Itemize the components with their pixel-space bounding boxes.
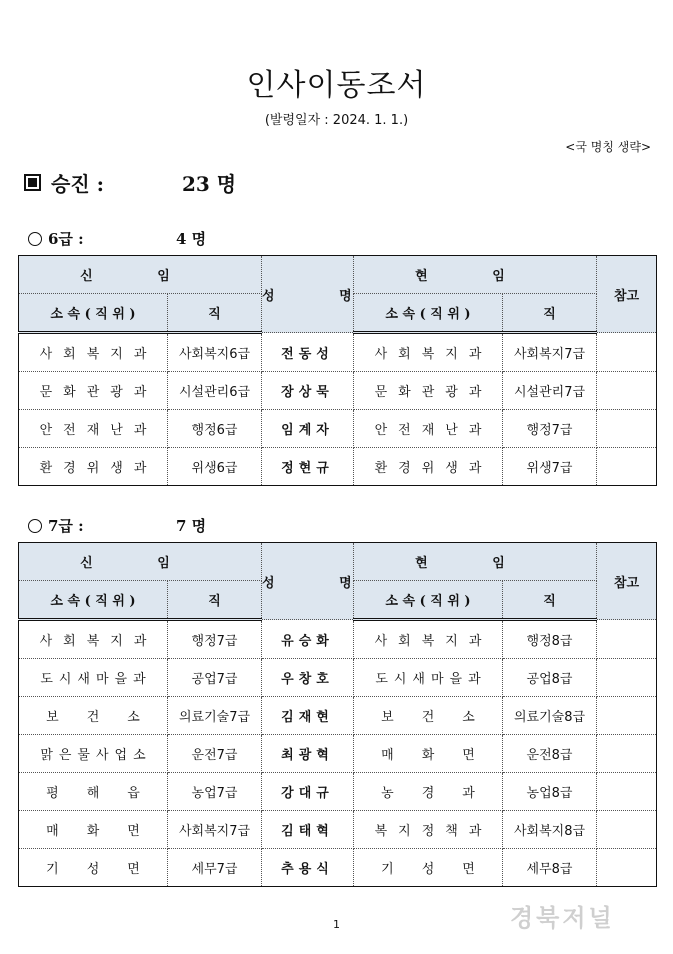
header-name: 성 명: [262, 543, 354, 620]
header-current-rank: 직: [503, 581, 597, 620]
new-dept-cell: 안전재난과: [19, 410, 168, 448]
grade-label: 6급 :: [48, 230, 84, 248]
remark-cell: [597, 735, 657, 773]
name-cell: 최광혁: [262, 735, 354, 773]
current-rank-cell: 운전8급: [503, 735, 597, 773]
circle-bullet-icon: [28, 519, 42, 533]
remark-cell: [597, 410, 657, 448]
new-rank-cell: 공업7급: [168, 659, 262, 697]
remark-cell: [597, 659, 657, 697]
new-dept-cell: 기성면: [19, 849, 168, 887]
name-cell: 김재현: [262, 697, 354, 735]
table-row: [19, 697, 657, 735]
current-dept-cell: 안전재난과: [354, 410, 503, 448]
header-new-position: 신 임: [19, 256, 262, 294]
table-row: [19, 659, 657, 697]
promotion-label: 승진 :: [51, 172, 104, 196]
new-dept-cell: 환경위생과: [19, 448, 168, 486]
header-remark: 참고: [597, 543, 657, 620]
omission-note: <국 명칭 생략>: [565, 140, 651, 154]
current-dept-cell: 환경위생과: [354, 448, 503, 486]
promotion-count: 23 명: [182, 172, 237, 196]
issue-date: (발령일자 : 2024. 1. 1.): [264, 113, 409, 128]
new-rank-cell: 행정7급: [168, 620, 262, 659]
table-row: [19, 811, 657, 849]
table-row: [19, 410, 657, 448]
header-current-position: 현 임: [354, 256, 597, 294]
header-remark: 참고: [597, 256, 657, 333]
current-rank-cell: 행정8급: [503, 620, 597, 659]
current-dept-cell: 복지정책과: [354, 811, 503, 849]
new-rank-cell: 위생6급: [168, 448, 262, 486]
document-title: 인사이동조서: [246, 68, 427, 103]
current-rank-cell: 세무8급: [503, 849, 597, 887]
name-cell: 우창호: [262, 659, 354, 697]
new-dept-cell: 맑은물사업소: [19, 735, 168, 773]
new-dept-cell: 평해읍: [19, 773, 168, 811]
remark-cell: [597, 697, 657, 735]
remark-cell: [597, 620, 657, 659]
name-cell: 임계자: [262, 410, 354, 448]
promotion-summary: [24, 168, 236, 197]
new-rank-cell: 세무7급: [168, 849, 262, 887]
grade-count: 7 명: [176, 517, 207, 535]
new-rank-cell: 운전7급: [168, 735, 262, 773]
current-rank-cell: 의료기술8급: [503, 697, 597, 735]
personnel-table-7: [18, 542, 657, 887]
header-current-position: 현 임: [354, 543, 597, 581]
new-dept-cell: 문화관광과: [19, 372, 168, 410]
name-cell: 장상묵: [262, 372, 354, 410]
page-number: 1: [333, 918, 340, 931]
name-cell: 유승화: [262, 620, 354, 659]
header-current-rank: 직: [503, 294, 597, 333]
table-row: [19, 773, 657, 811]
remark-cell: [597, 333, 657, 372]
current-rank-cell: 사회복지7급: [503, 333, 597, 372]
header-new-rank: 직: [168, 581, 262, 620]
table-row: [19, 735, 657, 773]
remark-cell: [597, 372, 657, 410]
new-rank-cell: 농업7급: [168, 773, 262, 811]
table-row: [19, 372, 657, 410]
name-cell: 전동성: [262, 333, 354, 372]
current-rank-cell: 행정7급: [503, 410, 597, 448]
current-dept-cell: 보건소: [354, 697, 503, 735]
current-rank-cell: 농업8급: [503, 773, 597, 811]
header-new-position: 신 임: [19, 543, 262, 581]
grade-count: 4 명: [176, 230, 207, 248]
personnel-table-6: [18, 255, 657, 486]
name-cell: 강대규: [262, 773, 354, 811]
new-rank-cell: 의료기술7급: [168, 697, 262, 735]
name-cell: 정현규: [262, 448, 354, 486]
name-cell: 김태혁: [262, 811, 354, 849]
current-dept-cell: 사회복지과: [354, 333, 503, 372]
current-dept-cell: 기성면: [354, 849, 503, 887]
table-row: [19, 849, 657, 887]
header-current-dept: 소 속 ( 직 위 ): [354, 581, 503, 620]
table-row: [19, 333, 657, 372]
new-dept-cell: 매화면: [19, 811, 168, 849]
current-dept-cell: 매화면: [354, 735, 503, 773]
name-cell: 추용식: [262, 849, 354, 887]
current-rank-cell: 시설관리7급: [503, 372, 597, 410]
remark-cell: [597, 773, 657, 811]
remark-cell: [597, 811, 657, 849]
new-rank-cell: 시설관리6급: [168, 372, 262, 410]
current-rank-cell: 위생7급: [503, 448, 597, 486]
square-bullet-icon: [24, 174, 41, 191]
new-rank-cell: 행정6급: [168, 410, 262, 448]
circle-bullet-icon: [28, 232, 42, 246]
table-row: [19, 448, 657, 486]
publisher-watermark: 경북저널: [510, 903, 615, 932]
header-current-dept: 소 속 ( 직 위 ): [354, 294, 503, 333]
header-new-dept: 소 속 ( 직 위 ): [19, 294, 168, 333]
grade-heading-6: [28, 228, 207, 249]
header-new-dept: 소 속 ( 직 위 ): [19, 581, 168, 620]
grade-heading-7: [28, 515, 207, 536]
remark-cell: [597, 448, 657, 486]
current-rank-cell: 공업8급: [503, 659, 597, 697]
remark-cell: [597, 849, 657, 887]
new-dept-cell: 사회복지과: [19, 620, 168, 659]
grade-label: 7급 :: [48, 517, 84, 535]
current-dept-cell: 도시새마을과: [354, 659, 503, 697]
header-name: 성 명: [262, 256, 354, 333]
new-rank-cell: 사회복지7급: [168, 811, 262, 849]
current-dept-cell: 농경과: [354, 773, 503, 811]
current-dept-cell: 문화관광과: [354, 372, 503, 410]
table-row: [19, 620, 657, 659]
new-dept-cell: 보건소: [19, 697, 168, 735]
new-dept-cell: 사회복지과: [19, 333, 168, 372]
current-dept-cell: 사회복지과: [354, 620, 503, 659]
new-rank-cell: 사회복지6급: [168, 333, 262, 372]
current-rank-cell: 사회복지8급: [503, 811, 597, 849]
new-dept-cell: 도시새마을과: [19, 659, 168, 697]
header-new-rank: 직: [168, 294, 262, 333]
